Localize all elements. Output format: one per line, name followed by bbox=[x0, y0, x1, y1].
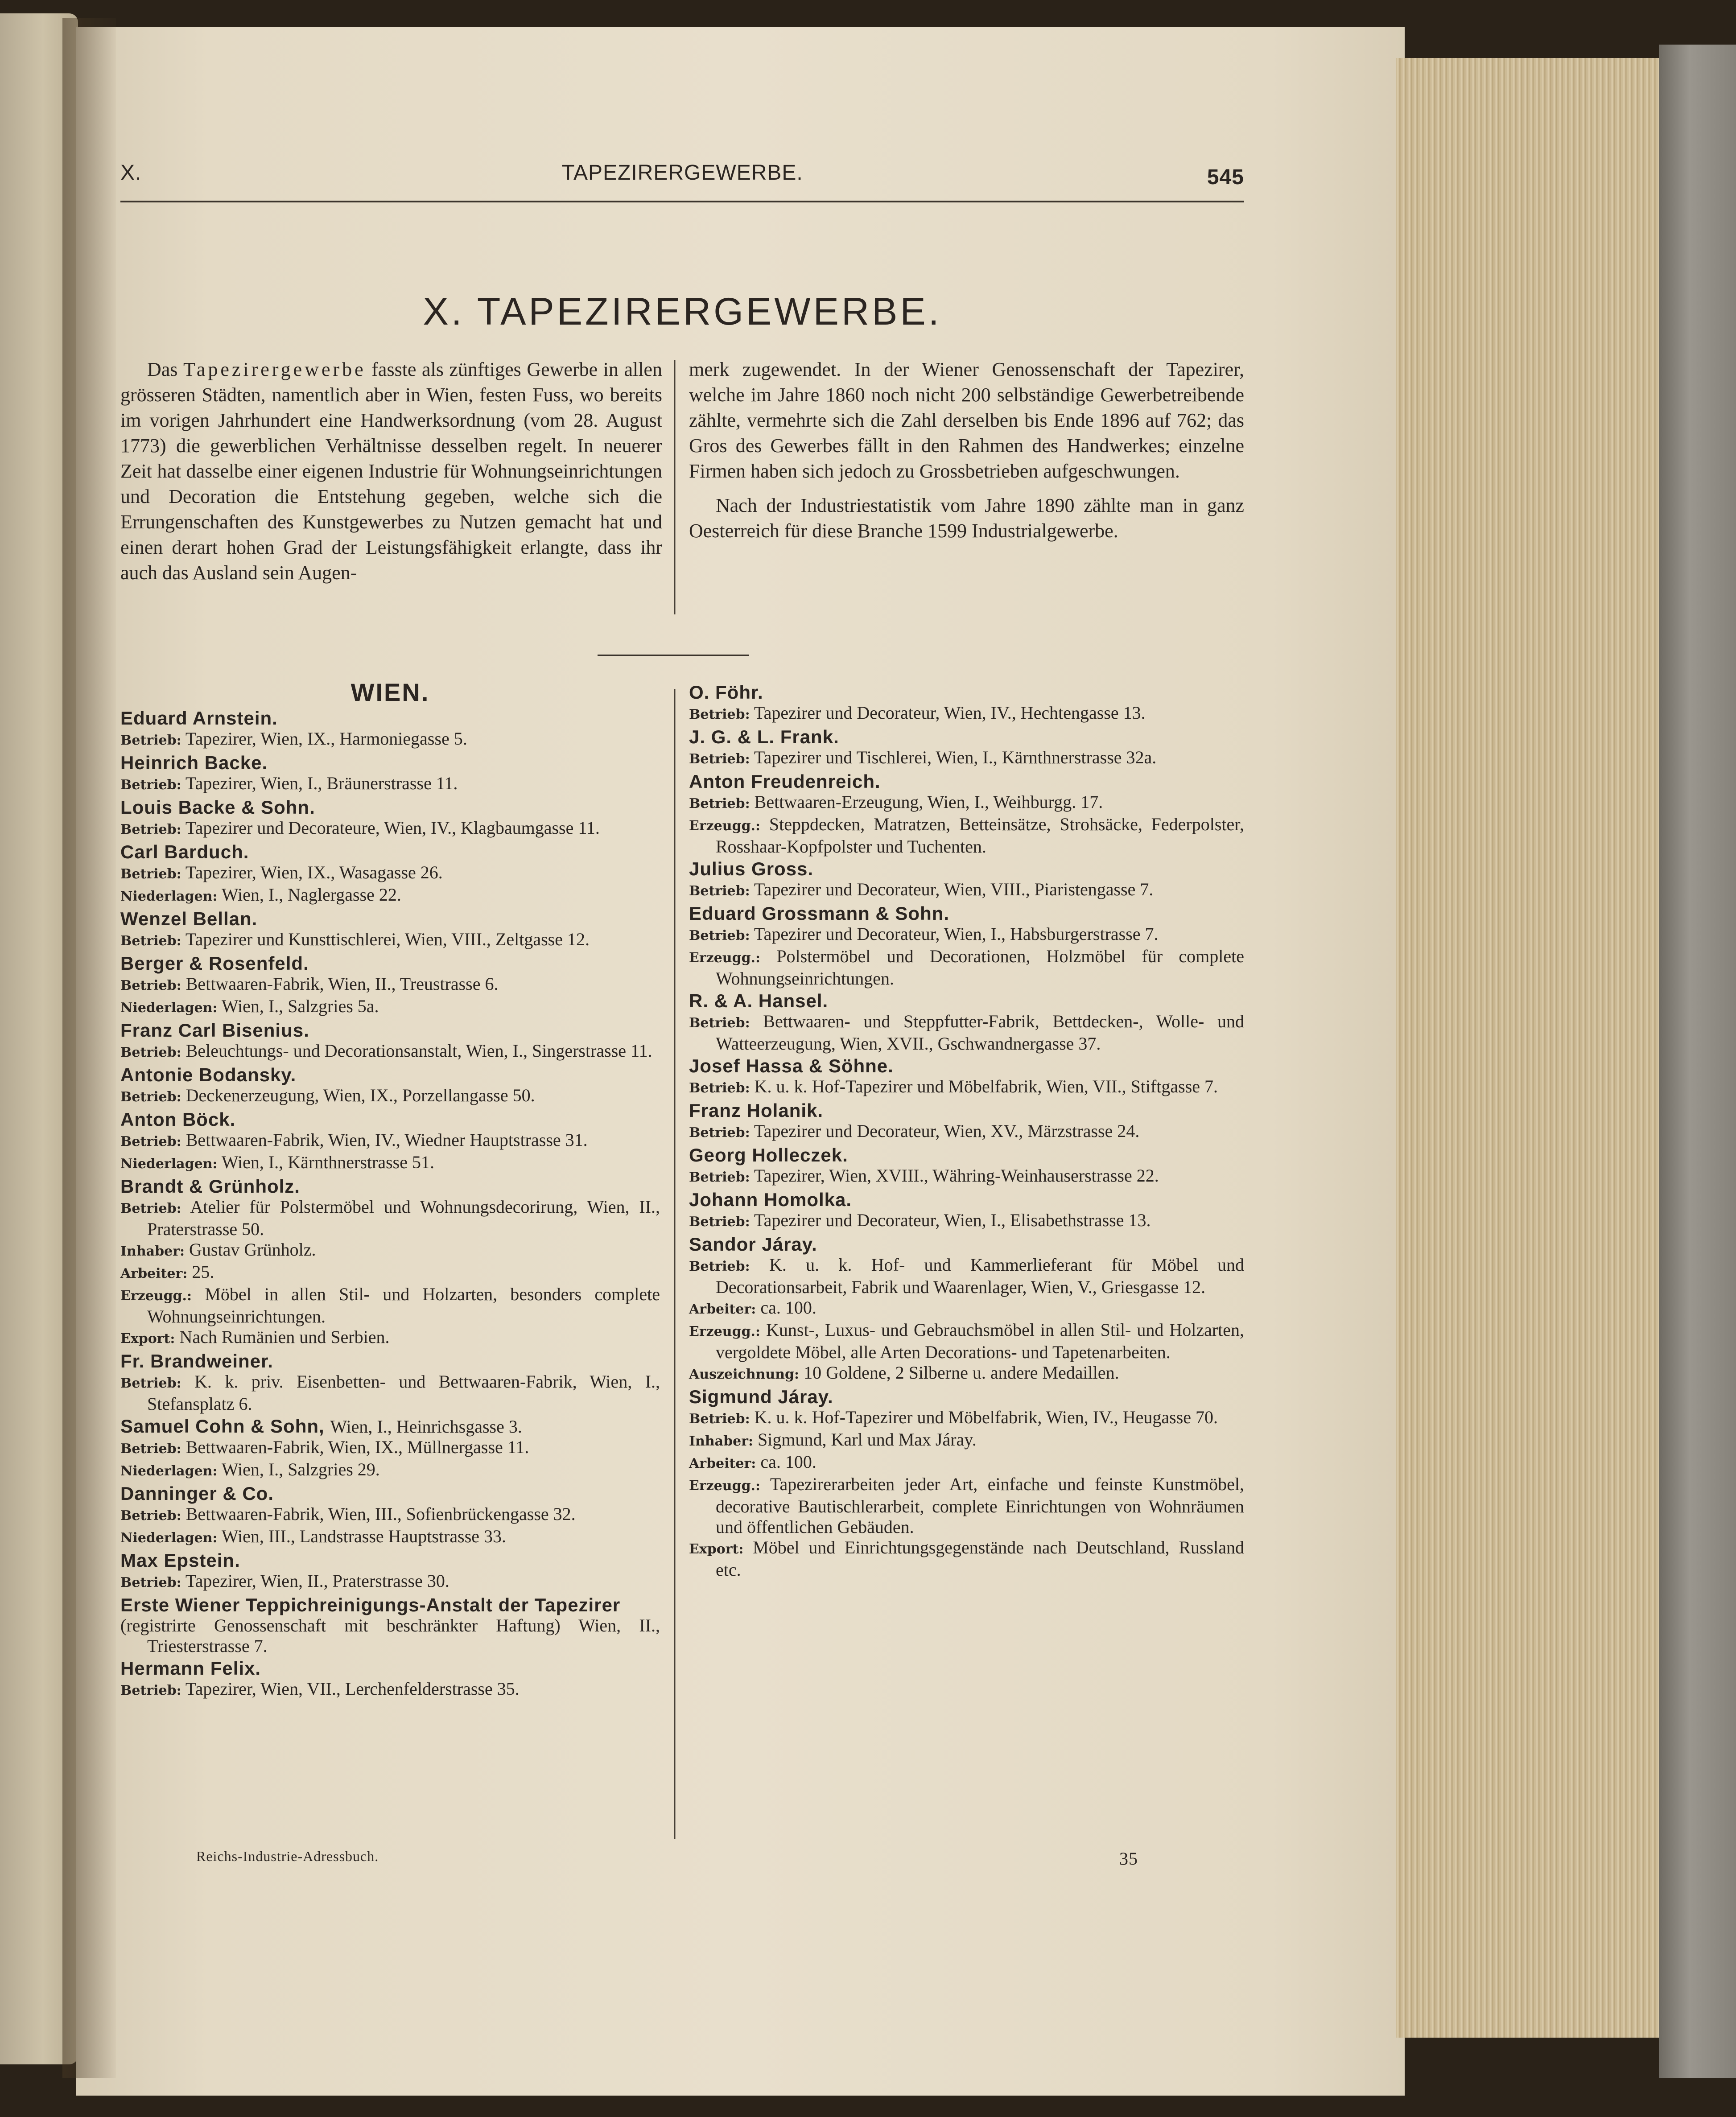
entry-detail bbox=[120, 729, 660, 751]
firm-name bbox=[689, 727, 1244, 747]
intro-paragraph-1 bbox=[120, 357, 662, 585]
detail-text: Bettwaaren-Fabrik, Wien, IX., Müllnergasse 11. bbox=[186, 1437, 529, 1457]
entry-detail bbox=[120, 1130, 660, 1152]
entry-detail bbox=[120, 1152, 660, 1174]
detail-label: Export: bbox=[120, 1331, 175, 1347]
detail-label: Export: bbox=[689, 1541, 744, 1557]
directory-entry bbox=[120, 1176, 660, 1349]
firm-name bbox=[120, 1658, 660, 1679]
entry-detail bbox=[120, 996, 660, 1018]
detail-label: Niederlagen: bbox=[120, 889, 218, 904]
entry-detail bbox=[689, 1297, 1244, 1320]
firm-name bbox=[689, 1100, 1244, 1121]
detail-label: Betrieb: bbox=[120, 1683, 181, 1698]
firm-name bbox=[120, 1595, 660, 1615]
firm-name bbox=[689, 1145, 1244, 1166]
directory-entry bbox=[689, 903, 1244, 989]
entry-detail bbox=[120, 1327, 660, 1349]
firm-name-text: Antonie Bodansky. bbox=[120, 1064, 297, 1085]
firm-name-text: Heinrich Backe. bbox=[120, 752, 268, 773]
firm-name-text: Franz Carl Bisenius. bbox=[120, 1020, 309, 1041]
detail-label: Betrieb: bbox=[689, 796, 750, 811]
detail-text: Tapezirer, Wien, XVIII., Währing-Weinhauserstrasse 22. bbox=[754, 1166, 1159, 1186]
entry-detail bbox=[689, 1210, 1244, 1232]
detail-label: Erzeugg.: bbox=[689, 818, 761, 834]
firm-name-text: Wenzel Bellan. bbox=[120, 908, 258, 929]
detail-label: Betrieb: bbox=[689, 928, 750, 943]
firm-name bbox=[689, 1387, 1244, 1407]
firm-name-text: Eduard Arnstein. bbox=[120, 708, 278, 729]
firm-name-text: Fr. Brandweiner. bbox=[120, 1351, 273, 1372]
entry-detail bbox=[689, 814, 1244, 857]
firm-name-text: Danninger & Co. bbox=[120, 1483, 274, 1504]
detail-label: Betrieb: bbox=[689, 1214, 750, 1230]
directory-entry bbox=[120, 953, 660, 1018]
detail-label: Betrieb: bbox=[120, 1508, 181, 1524]
directory-entry bbox=[120, 753, 660, 795]
firm-name bbox=[120, 1416, 660, 1437]
entry-detail bbox=[689, 703, 1244, 725]
entry-detail bbox=[689, 1537, 1244, 1580]
firm-name bbox=[120, 797, 660, 818]
firm-name-text: Eduard Grossmann & Sohn. bbox=[689, 903, 950, 924]
detail-text: Tapezirerarbeiten jeder Art, einfache und feinste Kunstmöbel, decorative Bautischlerarbeit, complete Einrichtungen von Wohnräumen und öffentlichen Gebäuden. bbox=[716, 1474, 1245, 1537]
detail-label: Betrieb: bbox=[120, 822, 181, 837]
firm-name-text: Brandt & Grünholz. bbox=[120, 1176, 300, 1197]
firm-name bbox=[689, 1234, 1244, 1255]
firm-name-text: Johann Homolka. bbox=[689, 1189, 852, 1210]
entry-detail bbox=[120, 974, 660, 996]
detail-text: K. u. k. Hof- und Kammerlieferant für Möbel und Decorationsarbeit, Fabrik und Waarenlager, Wien, V., Griesgasse 12. bbox=[716, 1255, 1245, 1297]
detail-label: Betrieb: bbox=[689, 1080, 750, 1096]
firm-name bbox=[689, 991, 1244, 1011]
directory-entry bbox=[120, 1550, 660, 1593]
detail-label: Betrieb: bbox=[689, 1170, 750, 1185]
detail-label: Erzeugg.: bbox=[120, 1288, 192, 1304]
entry-detail bbox=[120, 1240, 660, 1262]
entry-detail bbox=[120, 818, 660, 840]
detail-text: Möbel und Einrichtungsgegenstände nach Deutschland, Russland etc. bbox=[716, 1537, 1244, 1580]
page-block-edges bbox=[1396, 58, 1668, 2038]
firm-name-text: Carl Barduch. bbox=[120, 841, 249, 862]
detail-text: Sigmund, Karl und Max Járay. bbox=[758, 1429, 977, 1450]
entry-detail bbox=[120, 1459, 660, 1482]
intro-column-rule bbox=[674, 360, 676, 614]
page-number: 545 bbox=[1207, 165, 1244, 189]
detail-text: K. k. priv. Eisenbetten- und Bettwaaren-Fabrik, Wien, I., Stefansplatz 6. bbox=[147, 1372, 660, 1414]
section-separator bbox=[598, 655, 749, 656]
directory-column-rule bbox=[674, 689, 676, 1839]
detail-label: Niederlagen: bbox=[120, 1000, 218, 1016]
directory-entry bbox=[120, 1109, 660, 1174]
firm-name bbox=[120, 953, 660, 974]
firm-name-text: Samuel Cohn & Sohn, bbox=[120, 1416, 325, 1437]
detail-text: Tapezirer und Decorateur, Wien, IV., Hechtengasse 13. bbox=[754, 703, 1146, 723]
firm-name-text: Berger & Rosenfeld. bbox=[120, 953, 309, 974]
detail-label: Erzeugg.: bbox=[689, 950, 761, 966]
section-title: X. TAPEZIRERGEWERBE. bbox=[423, 290, 942, 333]
entry-detail: (registrirte Genossenschaft mit beschränkter Haftung) Wien, II., Triesterstrasse 7. bbox=[120, 1615, 660, 1656]
detail-label: Betrieb: bbox=[689, 1015, 750, 1031]
detail-label: Betrieb: bbox=[689, 1259, 750, 1274]
firm-name-text: O. Föhr. bbox=[689, 682, 763, 703]
detail-label: Betrieb: bbox=[120, 1134, 181, 1149]
entry-detail bbox=[120, 773, 660, 795]
detail-text: Polstermöbel und Decorationen, Holzmöbel für complete Wohnungseinrichtungen. bbox=[716, 946, 1244, 988]
book-cover bbox=[1659, 45, 1736, 2078]
detail-text: Kunst-, Luxus- und Gebrauchsmöbel in allen Stil- und Holzarten, vergoldete Möbel, alle Arten Decorations- und Tapetenarbeiten. bbox=[716, 1320, 1245, 1362]
entry-detail bbox=[120, 1041, 660, 1063]
detail-text: Wien, I., Naglergasse 22. bbox=[221, 885, 401, 905]
detail-text: Tapezirer und Decorateur, Wien, VIII., Piaristengasse 7. bbox=[754, 879, 1154, 899]
entry-detail bbox=[120, 1262, 660, 1284]
firm-name bbox=[689, 903, 1244, 924]
detail-label: Auszeichnung: bbox=[689, 1367, 800, 1382]
intro-paragraph-3: Nach der Industriestatistik vom Jahre 1890 zählte man in ganz Oesterreich für diese Branche 1599 Industrialgewerbe. bbox=[689, 494, 1244, 542]
directory-entry bbox=[120, 1483, 660, 1549]
entry-detail bbox=[120, 1504, 660, 1526]
directory-right-column bbox=[689, 682, 1244, 1582]
detail-label: Betrieb: bbox=[120, 866, 181, 882]
detail-text: Bettwaaren-Fabrik, Wien, III., Sofienbrückengasse 32. bbox=[186, 1504, 576, 1524]
detail-text: Tapezirer und Kunsttischlerei, Wien, VIII., Zeltgasse 12. bbox=[185, 929, 590, 949]
firm-name-text: Sigmund Járay. bbox=[689, 1386, 833, 1407]
entry-detail bbox=[120, 1679, 660, 1701]
detail-label: Erzeugg.: bbox=[689, 1324, 761, 1339]
firm-name bbox=[120, 1351, 660, 1372]
firm-name-text: R. & A. Hansel. bbox=[689, 990, 829, 1011]
entry-detail bbox=[689, 1255, 1244, 1297]
directory-entry bbox=[120, 1658, 660, 1701]
firm-name bbox=[120, 909, 660, 929]
entry-detail bbox=[120, 929, 660, 951]
detail-text: Wien, III., Landstrasse Hauptstrasse 33. bbox=[221, 1526, 507, 1546]
running-head-section: X. bbox=[120, 161, 142, 185]
entry-detail bbox=[120, 862, 660, 885]
detail-label: Betrieb: bbox=[120, 1441, 181, 1457]
detail-text: Bettwaaren- und Steppfutter-Fabrik, Bettdecken-, Wolle- und Watteerzeugung, Wien, XVII., Gschwandnergasse 37. bbox=[716, 1011, 1244, 1054]
directory-entry bbox=[689, 727, 1244, 770]
detail-label: Arbeiter: bbox=[689, 1302, 756, 1317]
firm-name-text: Hermann Felix. bbox=[120, 1658, 261, 1679]
detail-text: Tapezirer und Decorateur, Wien, I., Elisabethstrasse 13. bbox=[754, 1210, 1151, 1230]
directory-entry bbox=[689, 1234, 1244, 1385]
directory-entry bbox=[120, 797, 660, 840]
detail-label: Arbeiter: bbox=[120, 1266, 188, 1281]
detail-label: Arbeiter: bbox=[689, 1456, 756, 1471]
firm-name-text: Georg Holleczek. bbox=[689, 1145, 848, 1166]
detail-text: Tapezirer, Wien, IX., Wasagasse 26. bbox=[185, 862, 443, 882]
city-heading: WIEN. bbox=[350, 678, 430, 706]
firm-name-text: Julius Gross. bbox=[689, 858, 814, 879]
firm-name bbox=[120, 708, 660, 729]
firm-name bbox=[120, 753, 660, 773]
directory-entry bbox=[120, 708, 660, 751]
firm-name bbox=[689, 771, 1244, 792]
detail-label: Niederlagen: bbox=[120, 1530, 218, 1546]
detail-text: K. u. k. Hof-Tapezirer und Möbelfabrik, Wien, VII., Stiftgasse 7. bbox=[754, 1076, 1218, 1096]
directory-entry bbox=[120, 1351, 660, 1414]
detail-text: Tapezirer und Decorateur, Wien, XV., Märzstrasse 24. bbox=[754, 1121, 1140, 1141]
firm-name-text: Erste Wiener Teppichreinigungs-Anstalt der Tapezirer bbox=[120, 1594, 621, 1615]
firm-name bbox=[689, 1056, 1244, 1076]
firm-address: Wien, I., Heinrichsgasse 3. bbox=[330, 1417, 522, 1437]
detail-text: Wien, I., Kärnthnerstrasse 51. bbox=[221, 1152, 434, 1172]
running-head bbox=[120, 156, 1244, 196]
firm-name-text: Max Epstein. bbox=[120, 1550, 240, 1571]
entry-detail bbox=[689, 946, 1244, 989]
intro-lead: Das bbox=[147, 358, 178, 380]
detail-label: Erzeugg.: bbox=[689, 1478, 761, 1494]
detail-text: Atelier für Polstermöbel und Wohnungsdecorirung, Wien, II., Praterstrasse 50. bbox=[147, 1197, 660, 1239]
directory-entry bbox=[689, 682, 1244, 725]
directory-entry bbox=[689, 1190, 1244, 1232]
footer-publication: Reichs-Industrie-Adressbuch. bbox=[196, 1848, 379, 1864]
directory-entry bbox=[689, 1145, 1244, 1188]
entry-detail bbox=[120, 1085, 660, 1108]
detail-label: Betrieb: bbox=[120, 1201, 181, 1216]
detail-label: Betrieb: bbox=[689, 707, 750, 722]
entry-detail bbox=[689, 879, 1244, 902]
detail-label: Inhaber: bbox=[120, 1244, 185, 1259]
detail-label: Niederlagen: bbox=[120, 1463, 218, 1479]
detail-text: 25. bbox=[192, 1262, 214, 1282]
detail-text: ca. 100. bbox=[760, 1297, 816, 1318]
detail-label: Betrieb: bbox=[689, 883, 750, 899]
entry-detail bbox=[689, 1474, 1244, 1537]
entry-detail bbox=[689, 1076, 1244, 1099]
firm-name bbox=[120, 1020, 660, 1041]
firm-name-text: Franz Holanik. bbox=[689, 1100, 824, 1121]
detail-text: Bettwaaren-Erzeugung, Wien, I., Weihburgg. 17. bbox=[754, 792, 1103, 812]
detail-text: Tapezirer und Decorateure, Wien, IV., Klagbaumgasse 11. bbox=[185, 818, 600, 838]
firm-name bbox=[120, 1176, 660, 1197]
detail-label: Betrieb: bbox=[120, 733, 181, 748]
detail-text: Tapezirer, Wien, IX., Harmoniegasse 5. bbox=[185, 729, 467, 749]
intro-paragraph-2: merk zugewendet. In der Wiener Genossenschaft der Tapezirer, welche im Jahre 1860 noch nicht 200 selbständige Gewerbetreibende zählte, vermehrte sich die Zahl derselben bis Ende 1896 auf 762; das Gros des Gewerbes fällt in den Rahmen des Handwerkes; einzelne Firmen haben sich jedoch zu Grossbetrieben aufgeschwungen. bbox=[689, 358, 1244, 482]
directory-entry bbox=[689, 771, 1244, 857]
firm-name bbox=[120, 1109, 660, 1130]
detail-text: Tapezirer, Wien, VII., Lerchenfelderstrasse 35. bbox=[185, 1679, 520, 1699]
detail-label: Betrieb: bbox=[120, 978, 181, 993]
directory-entry bbox=[120, 1065, 660, 1108]
running-head-title: TAPEZIRERGEWERBE. bbox=[561, 161, 803, 185]
entry-detail bbox=[689, 924, 1244, 946]
detail-label: Betrieb: bbox=[120, 1089, 181, 1105]
directory-entry bbox=[120, 1416, 660, 1482]
detail-text: Bettwaaren-Fabrik, Wien, II., Treustrasse 6. bbox=[186, 974, 499, 994]
book-gutter bbox=[62, 18, 116, 2078]
firm-name bbox=[120, 1065, 660, 1085]
firm-name bbox=[689, 859, 1244, 879]
entry-detail bbox=[120, 1437, 660, 1459]
detail-text: Tapezirer, Wien, I., Bräunerstrasse 11. bbox=[185, 773, 458, 793]
detail-text: Nach Rumänien und Serbien. bbox=[179, 1327, 390, 1347]
detail-text: ca. 100. bbox=[760, 1452, 816, 1472]
detail-label: Niederlagen: bbox=[120, 1156, 218, 1172]
detail-text: Gustav Grünholz. bbox=[189, 1240, 316, 1260]
directory-entry bbox=[689, 859, 1244, 902]
directory-entry bbox=[120, 1020, 660, 1063]
detail-text: Tapezirer, Wien, II., Praterstrasse 30. bbox=[185, 1571, 449, 1591]
detail-text: Tapezirer und Decorateur, Wien, I., Habsburgerstrasse 7. bbox=[754, 924, 1159, 944]
footer-signature: 35 bbox=[1119, 1849, 1138, 1869]
intro-left-column bbox=[120, 357, 662, 594]
entry-detail bbox=[120, 1284, 660, 1327]
directory-entry bbox=[689, 1100, 1244, 1143]
firm-name bbox=[120, 1483, 660, 1504]
detail-label: Betrieb: bbox=[120, 1045, 181, 1060]
detail-label: Betrieb: bbox=[120, 933, 181, 949]
directory-entry bbox=[120, 909, 660, 951]
entry-detail bbox=[120, 885, 660, 907]
firm-name-text: Louis Backe & Sohn. bbox=[120, 797, 315, 818]
entry-detail bbox=[689, 747, 1244, 770]
intro-right-column bbox=[689, 357, 1244, 552]
firm-name-text: J. G. & L. Frank. bbox=[689, 726, 839, 747]
entry-detail bbox=[689, 1011, 1244, 1054]
detail-label: Betrieb: bbox=[120, 1575, 181, 1590]
detail-label: Betrieb: bbox=[120, 1376, 181, 1391]
entry-detail bbox=[120, 1197, 660, 1240]
detail-text: Tapezirer und Tischlerei, Wien, I., Kärnthnerstrasse 32a. bbox=[754, 747, 1157, 767]
entry-detail bbox=[689, 1320, 1244, 1363]
directory-left-column bbox=[120, 678, 660, 1703]
detail-text: Bettwaaren-Fabrik, Wien, IV., Wiedner Hauptstrasse 31. bbox=[186, 1130, 588, 1150]
entry-detail bbox=[120, 1372, 660, 1414]
detail-text: K. u. k. Hof-Tapezirer und Möbelfabrik, Wien, IV., Heugasse 70. bbox=[754, 1407, 1218, 1427]
entry-detail bbox=[689, 1407, 1244, 1429]
firm-name-text: Josef Hassa & Söhne. bbox=[689, 1055, 894, 1076]
entry-detail bbox=[689, 1121, 1244, 1143]
entry-detail bbox=[120, 1526, 660, 1549]
firm-name bbox=[120, 842, 660, 862]
detail-text: Wien, I., Salzgries 29. bbox=[221, 1459, 380, 1479]
firm-name bbox=[689, 1190, 1244, 1210]
detail-label: Betrieb: bbox=[120, 777, 181, 793]
detail-text: Steppdecken, Matratzen, Betteinsätze, Strohsäcke, Federpolster, Rosshaar-Kopfpolster und Tuchenten. bbox=[716, 814, 1245, 857]
directory-entry bbox=[120, 1595, 660, 1656]
detail-text: Wien, I., Salzgries 5a. bbox=[221, 996, 379, 1016]
detail-label: Betrieb: bbox=[689, 751, 750, 767]
directory-entry bbox=[120, 842, 660, 907]
detail-text: Deckenerzeugung, Wien, IX., Porzellangasse 50. bbox=[186, 1085, 535, 1105]
detail-label: Betrieb: bbox=[689, 1411, 750, 1427]
directory-entry bbox=[689, 991, 1244, 1054]
detail-label: Betrieb: bbox=[689, 1125, 750, 1141]
firm-name bbox=[120, 1550, 660, 1571]
detail-text: Beleuchtungs- und Decorationsanstalt, Wien, I., Singerstrasse 11. bbox=[186, 1041, 652, 1061]
entry-detail bbox=[689, 1429, 1244, 1452]
directory-entry bbox=[689, 1387, 1244, 1580]
detail-text: 10 Goldene, 2 Silberne u. andere Medaillen. bbox=[804, 1363, 1119, 1383]
head-rule bbox=[120, 201, 1244, 202]
detail-text: Möbel in allen Stil- und Holzarten, besonders complete Wohnungseinrichtungen. bbox=[147, 1284, 660, 1326]
intro-spaced-term: Tapezirergewerbe bbox=[183, 358, 366, 380]
firm-name-text: Anton Böck. bbox=[120, 1109, 236, 1130]
entry-detail bbox=[689, 1452, 1244, 1474]
firm-name-text: Sandor Járay. bbox=[689, 1234, 817, 1255]
firm-name-text: Anton Freudenreich. bbox=[689, 771, 881, 792]
entry-detail bbox=[689, 1363, 1244, 1385]
directory-entry bbox=[689, 1056, 1244, 1099]
entry-detail bbox=[689, 1166, 1244, 1188]
intro-text: fasste als zünftiges Gewerbe in allen grösseren Städten, namentlich aber in Wien, festen Fuss, wo bereits im vorigen Jahrhundert eine Handwerksordnung (vom 28. August 1773) die gewerblichen Verhältnisse desselben regelt. In neuerer Zeit hat dasselbe einer eigenen Industrie für Wohnungseinrichtungen und Decoration die Entstehung gegeben, welche sich die Errungenschaften des Kunstgewerbes zu Nutzen gemacht hat und einen derart hohen Grad der Leistungsfähigkeit erlangte, dass ihr auch das Ausland sein Augen- bbox=[120, 358, 662, 584]
entry-detail bbox=[689, 792, 1244, 814]
detail-label: Inhaber: bbox=[689, 1433, 754, 1449]
entry-detail bbox=[120, 1571, 660, 1593]
firm-name bbox=[689, 682, 1244, 703]
